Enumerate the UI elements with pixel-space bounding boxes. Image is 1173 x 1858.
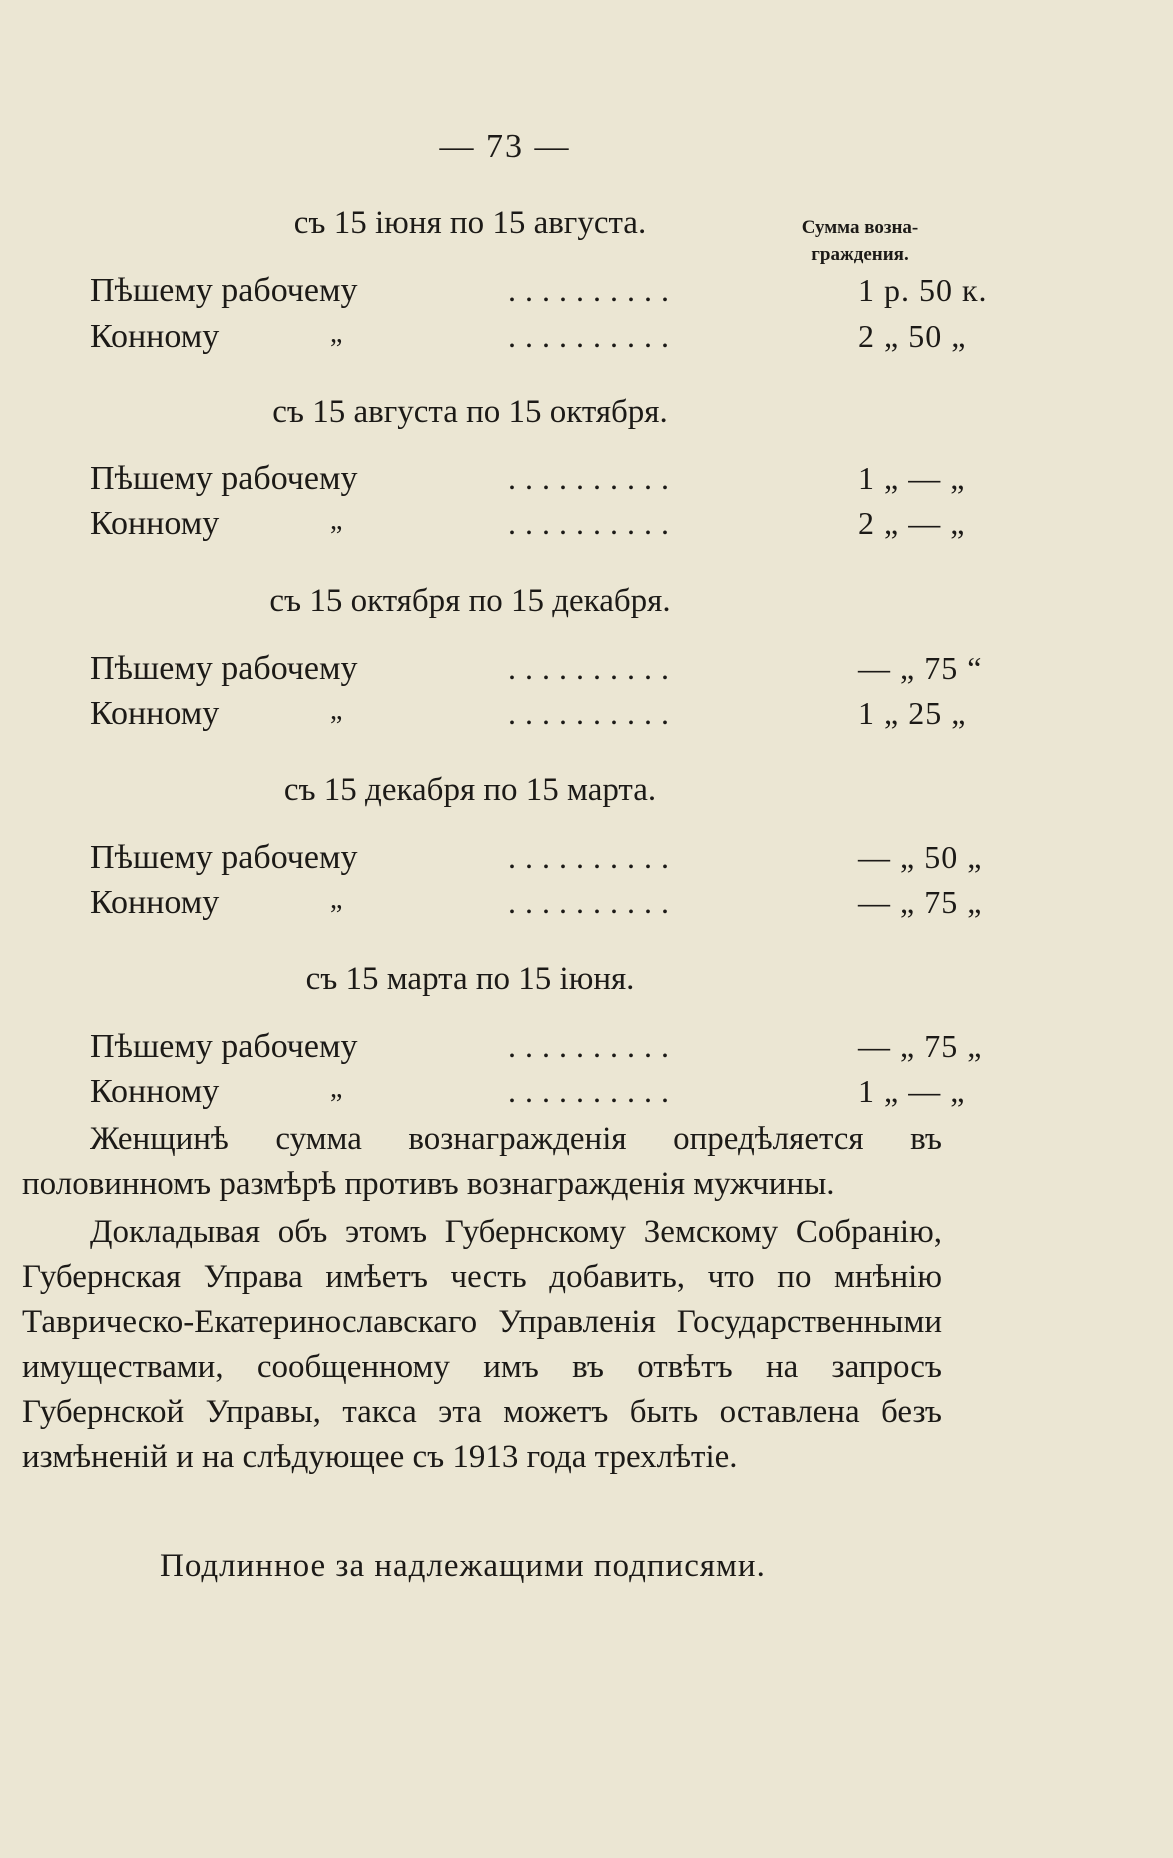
- period-header: съ 15 іюня по 15 августа.: [293, 205, 647, 241]
- row-amount: 1 „ — „: [858, 460, 966, 496]
- row-label: Пѣшему рабочему: [90, 839, 358, 876]
- row-label: Пѣшему рабочему: [90, 272, 358, 309]
- leader-dots: ..........: [508, 505, 678, 541]
- leader-dots: ..........: [508, 884, 678, 920]
- row-amount: 2 „ 50 „: [858, 318, 967, 354]
- leader-dots: ..........: [508, 839, 678, 875]
- row-label: Конному: [90, 1073, 220, 1110]
- table-row: [90, 1073, 966, 1117]
- row-label: Конному: [90, 318, 220, 355]
- period-header: съ 15 декабря по 15 марта.: [283, 772, 657, 808]
- row-amount: — „ 75 “: [858, 650, 983, 686]
- ditto-mark: „: [330, 505, 343, 536]
- leader-dots: ..........: [508, 1028, 678, 1064]
- row-label: Конному: [90, 505, 220, 542]
- leader-dots: ..........: [508, 650, 678, 686]
- table-row: [90, 505, 966, 549]
- row-amount: — „ 50 „: [858, 839, 983, 875]
- row-amount: 2 „ — „: [858, 505, 966, 541]
- paragraph-report: Докладывая объ этомъ Губернскому Земскому Собранію, Губернская Управа имѣетъ честь добавить, что по мнѣнію Таврическо-Екатеринославскаго Управленія Государственными имуществами, сообщенному имъ въ отвѣтъ на запросъ Губернской Управы, такса эта можетъ быть оставлена безъ измѣненій и на слѣдующее съ 1913 года трехлѣтіе.: [22, 1214, 942, 1475]
- paragraph-women: Женщинѣ сумма вознагражденія опредѣляется въ половинномъ размѣрѣ противъ вознагражденія мужчины.: [22, 1121, 942, 1202]
- row-label: Пѣшему рабочему: [90, 1028, 358, 1065]
- row-amount: 1 „ — „: [858, 1073, 966, 1109]
- row-label: Конному: [90, 695, 220, 732]
- table-row: [90, 460, 966, 504]
- ditto-mark: „: [330, 884, 343, 915]
- leader-dots: ..........: [508, 460, 678, 496]
- page-number: — 73 —: [439, 128, 571, 165]
- table-row: [90, 650, 983, 694]
- table-row: [90, 839, 983, 883]
- table-row: [90, 272, 988, 316]
- table-row: [90, 318, 967, 362]
- table-row: [90, 884, 983, 928]
- table-row: [90, 1028, 983, 1072]
- amount-column-header: Сумма возна-граждения.: [801, 217, 919, 265]
- ditto-mark: „: [330, 1073, 343, 1104]
- leader-dots: ..........: [508, 1073, 678, 1109]
- table-row: [90, 695, 967, 739]
- row-label: Конному: [90, 884, 220, 921]
- row-amount: 1 р. 50 к.: [858, 272, 988, 308]
- signature-note: Подлинное за надлежащими подписями.: [160, 1548, 766, 1584]
- period-header: съ 15 марта по 15 іюня.: [305, 961, 635, 997]
- ditto-mark: „: [330, 695, 343, 726]
- period-header: съ 15 августа по 15 октября.: [272, 394, 668, 430]
- row-amount: — „ 75 „: [858, 1028, 983, 1064]
- leader-dots: ..........: [508, 318, 678, 354]
- period-header: съ 15 октября по 15 декабря.: [269, 583, 671, 619]
- row-amount: — „ 75 „: [858, 884, 983, 920]
- row-amount: 1 „ 25 „: [858, 695, 967, 731]
- row-label: Пѣшему рабочему: [90, 650, 358, 687]
- ditto-mark: „: [330, 318, 343, 349]
- row-label: Пѣшему рабочему: [90, 460, 358, 497]
- leader-dots: ..........: [508, 695, 678, 731]
- leader-dots: ..........: [508, 272, 678, 308]
